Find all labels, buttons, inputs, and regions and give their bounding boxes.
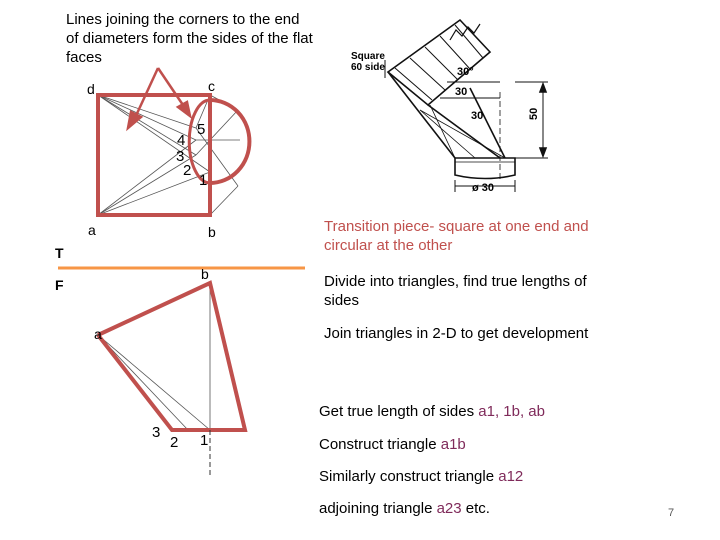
page-number: 7 <box>668 507 675 519</box>
label-3-front: 3 <box>152 424 161 441</box>
note-join: Join triangles in 2-D to get development <box>324 325 589 342</box>
ref-dim-dia30: ø 30 <box>472 182 495 194</box>
label-5: 5 <box>197 121 206 138</box>
front-view-construction-lines <box>98 283 245 430</box>
intro-text: Lines joining the corners to the end of diameters form the sides of the flat faces <box>66 11 313 66</box>
step-3-highlight: a12 <box>498 468 524 485</box>
step-adjoining-a23 <box>319 499 490 518</box>
label-b-front: b <box>201 266 209 282</box>
note-transition: Transition piece- square at one end and circular at the other <box>324 218 589 254</box>
ref-square-label-1: Square <box>351 51 385 62</box>
label-2-front: 2 <box>170 434 179 451</box>
ref-dim-30a: 30 <box>455 86 468 98</box>
label-a-front: a <box>94 326 102 342</box>
top-view-outline <box>98 95 249 215</box>
step-4-text: adjoining triangle <box>319 500 437 517</box>
label-a-top: a <box>88 222 96 238</box>
step-1-text: Get true length of sides <box>319 403 479 420</box>
note-divide: Divide into triangles, find true lengths of sides <box>324 273 587 309</box>
step-2-text: Construct triangle <box>319 436 441 453</box>
reference-drawing <box>385 20 548 192</box>
label-1: 1 <box>199 172 208 189</box>
step-true-length <box>319 402 545 421</box>
label-4: 4 <box>177 132 186 149</box>
step-construct-a1b <box>319 435 466 454</box>
step-2-highlight: a1b <box>440 436 466 453</box>
step-4-suffix: etc. <box>461 500 490 517</box>
label-3: 3 <box>176 148 185 165</box>
ref-dim-50: 50 <box>528 107 540 120</box>
front-view-outline <box>98 283 245 430</box>
step-3-text: Similarly construct triangle <box>319 468 499 485</box>
label-2: 2 <box>183 162 192 179</box>
pointer-arrows <box>128 68 190 128</box>
step-construct-a12 <box>319 467 523 486</box>
label-T: T <box>55 245 64 261</box>
step-4-highlight: a23 <box>436 500 462 517</box>
label-b-top: b <box>208 224 216 240</box>
ref-square-label-2: 60 side <box>351 62 385 73</box>
label-F: F <box>55 277 64 293</box>
ref-dim-30deg: 30° <box>457 66 474 78</box>
label-d: d <box>87 81 95 97</box>
label-c: c <box>208 78 215 94</box>
ref-dim-30b: 30 <box>471 110 484 122</box>
top-view-construction-lines <box>98 95 240 215</box>
label-1-front: 1 <box>200 432 209 449</box>
step-1-highlight: a1, 1b, ab <box>478 403 545 420</box>
